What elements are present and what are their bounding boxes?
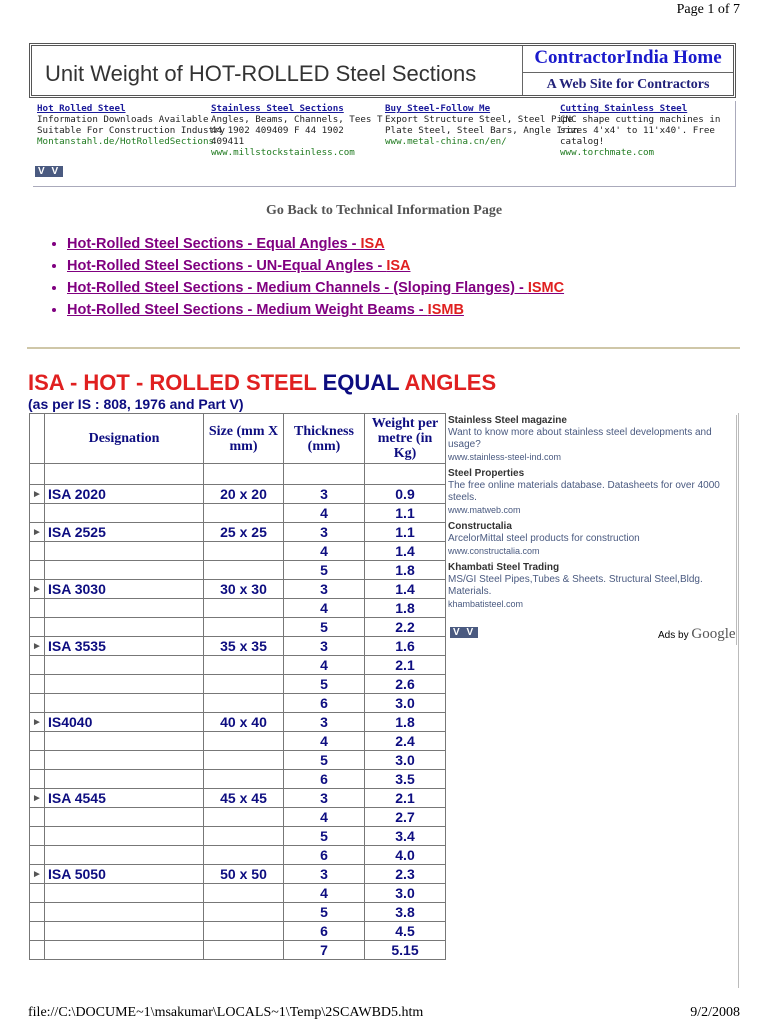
cell-thickness: 3 [284, 485, 365, 504]
cell-size [204, 694, 284, 713]
table-row [30, 656, 446, 675]
cell-size [204, 618, 284, 637]
cell-size: 40 x 40 [204, 713, 284, 732]
row-marker-icon [30, 542, 45, 561]
cell-designation: ISA 2525 [45, 523, 204, 542]
cell-designation [45, 656, 204, 675]
cell-thickness: 4 [284, 656, 365, 675]
top-ad-line: Information Downloads Available [37, 114, 209, 125]
top-ad-line: 409411 [211, 136, 245, 147]
cell-thickness: 3 [284, 580, 365, 599]
header-designation: Designation [45, 414, 204, 464]
contractorindia-home-link[interactable]: ContractorIndia Home [523, 46, 733, 73]
top-ad-line: Suitable For Construction Industry [37, 125, 226, 136]
top-ad-url[interactable]: www.millstockstainless.com [211, 147, 355, 158]
top-ad-banner [33, 101, 736, 187]
side-ad-desc: MS/GI Steel Pipes,Tubes & Sheets. Structural Steel,Bldg. Materials. [448, 574, 703, 597]
top-ad-line: Angles, Beams, Channels, Tees T [211, 114, 383, 125]
side-ad-panel [448, 415, 737, 645]
top-ad[interactable] [211, 103, 383, 158]
cell-size: 45 x 45 [204, 789, 284, 808]
row-marker-icon [30, 504, 45, 523]
row-marker-icon[interactable]: ► [30, 523, 45, 542]
row-marker-icon[interactable]: ► [30, 789, 45, 808]
row-marker-icon [30, 903, 45, 922]
cell-thickness: 6 [284, 922, 365, 941]
section-link-code: ISA [360, 236, 385, 252]
cell-thickness: 3 [284, 713, 365, 732]
table-row [30, 884, 446, 903]
cell-weight: 3.8 [365, 903, 446, 922]
section-link-item[interactable] [67, 302, 564, 324]
side-ad-nav-button[interactable]: V V [450, 627, 478, 638]
cell-weight: 1.1 [365, 523, 446, 542]
table-cell [284, 464, 365, 485]
row-marker-icon[interactable]: ► [30, 580, 45, 599]
top-ad-nav-button[interactable]: V V [35, 166, 63, 177]
table-row [30, 561, 446, 580]
row-marker-icon [30, 561, 45, 580]
cell-size [204, 808, 284, 827]
table-row [30, 618, 446, 637]
table-row [30, 941, 446, 960]
cell-thickness: 5 [284, 827, 365, 846]
row-marker-icon[interactable]: ► [30, 485, 45, 504]
cell-weight: 3.0 [365, 884, 446, 903]
cell-designation [45, 504, 204, 523]
cell-thickness: 7 [284, 941, 365, 960]
table-cell [365, 464, 446, 485]
side-ad-url[interactable]: www.matweb.com [448, 505, 521, 515]
section-link-item[interactable] [67, 280, 564, 302]
cell-thickness: 6 [284, 694, 365, 713]
cell-size [204, 542, 284, 561]
cell-designation [45, 827, 204, 846]
cell-weight: 2.1 [365, 789, 446, 808]
table-row [30, 637, 446, 656]
cell-thickness: 5 [284, 903, 365, 922]
table-row [30, 542, 446, 561]
table-header-cell [30, 414, 45, 464]
footer-date: 9/2/2008 [690, 1005, 740, 1020]
row-marker-icon [30, 618, 45, 637]
section-link-item[interactable] [67, 258, 564, 280]
cell-size [204, 827, 284, 846]
row-marker-icon [30, 751, 45, 770]
row-marker-icon [30, 694, 45, 713]
cell-thickness: 6 [284, 770, 365, 789]
cell-weight: 5.15 [365, 941, 446, 960]
cell-weight: 2.7 [365, 808, 446, 827]
cell-designation [45, 618, 204, 637]
cell-size [204, 941, 284, 960]
cell-weight: 1.6 [365, 637, 446, 656]
top-ad-line: sizes 4'x4' to 11'x40'. Free [560, 125, 715, 136]
table-row [30, 827, 446, 846]
header-weight: Weight per metre (in Kg) [365, 414, 446, 464]
cell-weight: 3.0 [365, 694, 446, 713]
cell-weight: 0.9 [365, 485, 446, 504]
top-ad-url[interactable]: www.torchmate.com [560, 147, 655, 158]
row-marker-icon [30, 599, 45, 618]
section-link[interactable] [67, 280, 564, 296]
cell-designation [45, 694, 204, 713]
cell-designation [45, 770, 204, 789]
cell-weight: 3.0 [365, 751, 446, 770]
go-back-link[interactable]: Go Back to Technical Information Page [265, 203, 503, 218]
top-ad-url[interactable]: www.metal-china.cn/en/ [385, 136, 507, 147]
cell-weight: 1.4 [365, 580, 446, 599]
side-ad-title[interactable]: Stainless Steel magazine [448, 415, 567, 426]
page-title: Unit Weight of HOT-ROLLED Steel Sections [45, 61, 477, 86]
cell-weight: 2.1 [365, 656, 446, 675]
cell-weight: 1.1 [365, 504, 446, 523]
cell-thickness: 5 [284, 618, 365, 637]
side-ad-desc: The free online materials database. Datasheets for over 4000 steels. [448, 480, 720, 503]
top-ad-line: 44 1902 409409 F 44 1902 [211, 125, 344, 136]
side-ad[interactable] [448, 468, 736, 516]
cell-designation [45, 922, 204, 941]
cell-size [204, 732, 284, 751]
cell-thickness: 5 [284, 751, 365, 770]
cell-size: 50 x 50 [204, 865, 284, 884]
cell-size [204, 846, 284, 865]
section-link-text: Hot-Rolled Steel Sections - UN-Equal Angles - [67, 258, 387, 274]
top-ad-line: Plate Steel, Steel Bars, Angle Iron [385, 125, 579, 136]
header-size: Size (mm X mm) [204, 414, 284, 464]
row-marker-icon [30, 808, 45, 827]
section-link-code: ISMB [427, 302, 464, 318]
table-row [30, 599, 446, 618]
cell-designation: ISA 3535 [45, 637, 204, 656]
table-row [30, 694, 446, 713]
cell-designation [45, 884, 204, 903]
cell-thickness: 6 [284, 846, 365, 865]
section-link[interactable] [67, 302, 464, 318]
top-ad-line: catalog! [560, 136, 605, 147]
section-title-part: EQUAL [322, 370, 400, 395]
top-ad-title[interactable]: Cutting Stainless Steel [560, 103, 688, 114]
cell-designation [45, 599, 204, 618]
cell-thickness: 3 [284, 523, 365, 542]
cell-size [204, 903, 284, 922]
cell-weight: 3.4 [365, 827, 446, 846]
table-cell [45, 464, 204, 485]
cell-thickness: 4 [284, 732, 365, 751]
cell-thickness: 3 [284, 865, 365, 884]
cell-weight: 4.5 [365, 922, 446, 941]
table-spacer-row [30, 464, 446, 485]
row-marker-icon[interactable]: ► [30, 713, 45, 732]
cell-size [204, 656, 284, 675]
section-link[interactable] [67, 258, 410, 274]
top-ad-title[interactable]: Hot Rolled Steel [37, 103, 126, 114]
top-ad-title[interactable]: Stainless Steel Sections [211, 103, 344, 114]
google-logo: Google [691, 626, 736, 642]
cell-size: 25 x 25 [204, 523, 284, 542]
cell-thickness: 4 [284, 884, 365, 903]
top-ad[interactable] [37, 103, 226, 147]
cell-designation: ISA 2020 [45, 485, 204, 504]
cell-weight: 2.6 [365, 675, 446, 694]
table-cell [204, 464, 284, 485]
table-row [30, 903, 446, 922]
cell-thickness: 4 [284, 542, 365, 561]
cell-thickness: 4 [284, 599, 365, 618]
cell-thickness: 5 [284, 675, 365, 694]
cell-designation [45, 808, 204, 827]
table-row [30, 523, 446, 542]
side-ad[interactable] [448, 521, 736, 557]
table-header-row [30, 414, 446, 464]
section-link-text: Hot-Rolled Steel Sections - Medium Channels - (Sloping Flanges) - [67, 280, 528, 296]
row-marker-icon[interactable]: ► [30, 865, 45, 884]
table-row [30, 732, 446, 751]
table-row [30, 770, 446, 789]
table-row [30, 580, 446, 599]
section-link-code: ISMC [527, 280, 565, 296]
side-ad-desc: ArcelorMittal steel products for construction [448, 533, 640, 544]
table-row [30, 675, 446, 694]
cell-designation: IS4040 [45, 713, 204, 732]
table-row [30, 485, 446, 504]
section-link-text: Hot-Rolled Steel Sections - Medium Weight Beams - [67, 302, 428, 318]
side-ad-url[interactable]: www.stainless-steel-ind.com [448, 452, 562, 462]
side-ad-title[interactable]: Steel Properties [448, 468, 525, 479]
row-marker-icon [30, 732, 45, 751]
top-ad-url[interactable]: Montanstahl.de/HotRolledSections [37, 136, 215, 147]
ads-by-label: Ads by [658, 630, 689, 641]
cell-designation [45, 561, 204, 580]
table-row [30, 713, 446, 732]
cell-thickness: 3 [284, 637, 365, 656]
top-ad[interactable] [560, 103, 732, 158]
cell-weight: 1.8 [365, 561, 446, 580]
section-link-item[interactable] [67, 236, 564, 258]
row-marker-icon [30, 941, 45, 960]
cell-size [204, 751, 284, 770]
cell-size [204, 504, 284, 523]
top-ad-title[interactable]: Buy Steel-Follow Me [385, 103, 491, 114]
table-row [30, 751, 446, 770]
table-row [30, 865, 446, 884]
cell-designation: ISA 4545 [45, 789, 204, 808]
cell-size [204, 599, 284, 618]
cell-weight: 2.4 [365, 732, 446, 751]
row-marker-icon [30, 675, 45, 694]
cell-weight: 2.2 [365, 618, 446, 637]
cell-designation [45, 732, 204, 751]
brand-tagline: A Web Site for Contractors [546, 77, 710, 92]
cell-weight: 1.4 [365, 542, 446, 561]
side-ad-title[interactable]: Khambati Steel Trading [448, 562, 560, 573]
cell-designation [45, 675, 204, 694]
cell-designation [45, 903, 204, 922]
cell-size: 35 x 35 [204, 637, 284, 656]
table-row [30, 846, 446, 865]
row-marker-icon [30, 656, 45, 675]
cell-weight: 1.8 [365, 713, 446, 732]
cell-weight: 4.0 [365, 846, 446, 865]
cell-size [204, 675, 284, 694]
table-row [30, 789, 446, 808]
cell-designation: ISA 3030 [45, 580, 204, 599]
section-link-code: ISA [386, 258, 411, 274]
row-marker-icon [30, 884, 45, 903]
cell-thickness: 3 [284, 789, 365, 808]
section-title-part: ISA - HOT - ROLLED STEEL [28, 370, 323, 395]
cell-thickness: 4 [284, 504, 365, 523]
section-link-text: Hot-Rolled Steel Sections - Equal Angles - [67, 236, 361, 252]
cell-weight: 3.5 [365, 770, 446, 789]
table-row [30, 808, 446, 827]
page-number: Page 1 of 7 [676, 2, 740, 17]
cell-size: 20 x 20 [204, 485, 284, 504]
side-ad-desc: Want to know more about stainless steel developments and usage? [448, 427, 712, 450]
side-ad[interactable] [448, 562, 736, 610]
cell-size [204, 922, 284, 941]
footer-file-path: file://C:\DOCUME~1\msakumar\LOCALS~1\Temp\2SCAWBD5.htm [28, 1005, 424, 1020]
page-border-line [738, 413, 739, 988]
side-ad[interactable] [448, 415, 736, 463]
cell-size: 30 x 30 [204, 580, 284, 599]
side-ad-url[interactable]: khambatisteel.com [448, 599, 524, 609]
cell-thickness: 5 [284, 561, 365, 580]
equal-angles-table [29, 413, 446, 960]
row-marker-icon [30, 922, 45, 941]
cell-weight: 1.8 [365, 599, 446, 618]
row-marker-icon [30, 846, 45, 865]
cell-size [204, 884, 284, 903]
page-header [29, 43, 736, 98]
cell-designation [45, 941, 204, 960]
top-ad[interactable] [385, 103, 579, 147]
row-marker-icon [30, 827, 45, 846]
top-ad-line: CNC shape cutting machines in [560, 114, 721, 125]
table-row [30, 504, 446, 523]
cell-designation [45, 846, 204, 865]
section-links [48, 236, 564, 324]
section-link[interactable] [67, 236, 385, 252]
cell-weight: 2.3 [365, 865, 446, 884]
cell-size [204, 561, 284, 580]
section-subtitle: (as per IS : 808, 1976 and Part V) [28, 396, 244, 412]
divider [27, 347, 740, 349]
ads-by-google[interactable] [658, 626, 736, 643]
cell-designation [45, 542, 204, 561]
side-ad-title[interactable]: Constructalia [448, 521, 512, 532]
row-marker-icon[interactable]: ► [30, 637, 45, 656]
cell-size [204, 770, 284, 789]
table-row [30, 922, 446, 941]
table-cell [30, 464, 45, 485]
brand-box [522, 46, 733, 95]
header-thickness: Thickness (mm) [284, 414, 365, 464]
row-marker-icon [30, 770, 45, 789]
cell-designation: ISA 5050 [45, 865, 204, 884]
cell-thickness: 4 [284, 808, 365, 827]
section-title-part: ANGLES [399, 370, 497, 395]
cell-designation [45, 751, 204, 770]
side-ad-url[interactable]: www.constructalia.com [448, 546, 540, 556]
section-title [28, 370, 496, 396]
top-ad-line: Export Structure Steel, Steel Pipe [385, 114, 574, 125]
